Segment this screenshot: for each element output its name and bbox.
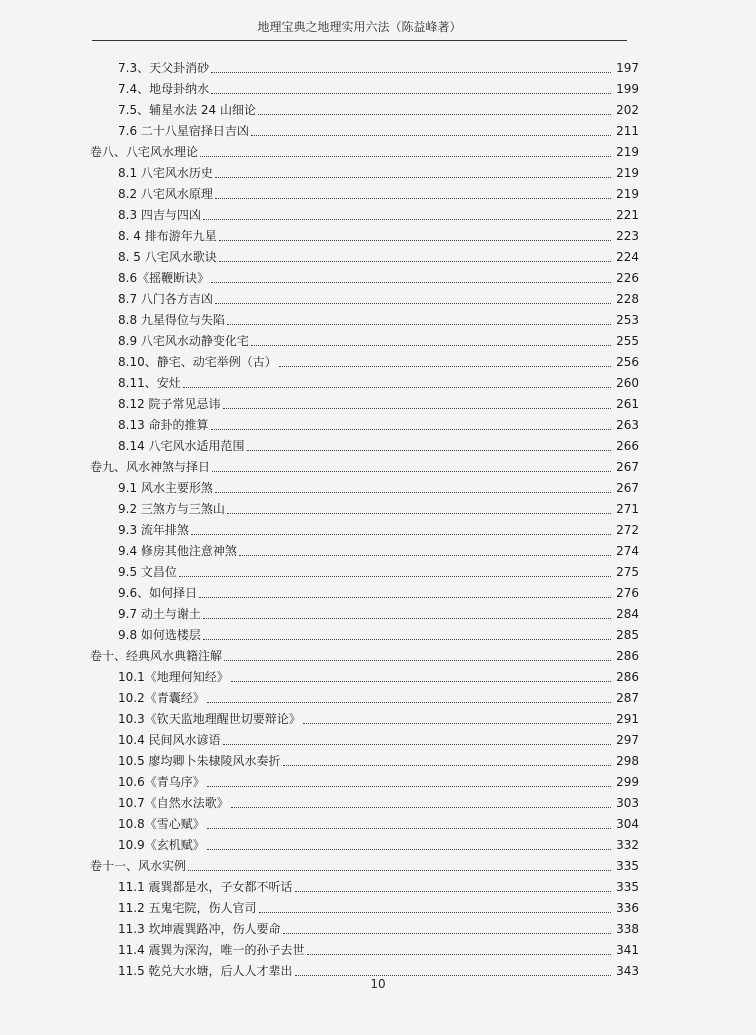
toc-entry-title: 8. 4 排布游年九星: [118, 229, 217, 243]
dot-leader: [295, 974, 611, 976]
dot-leader: [295, 890, 611, 892]
toc-entry-page: 221: [616, 208, 639, 222]
dot-leader: [251, 134, 611, 136]
dot-leader: [200, 155, 611, 157]
toc-entry-title: 11.4 震巽为深沟，唯一的孙子去世: [118, 943, 305, 957]
toc-entry[interactable]: [118, 940, 639, 960]
toc-entry[interactable]: [118, 205, 639, 225]
toc-entry-title: 10.8《雪心赋》: [118, 817, 205, 831]
toc-entry-title: 9.7 动土与谢土: [118, 607, 201, 621]
toc-entry[interactable]: [118, 121, 639, 141]
toc-entry-page: 335: [616, 880, 639, 894]
toc-entry-page: 335: [616, 859, 639, 873]
toc-entry[interactable]: [118, 688, 639, 708]
toc-entry-page: 256: [616, 355, 639, 369]
toc-entry-title: 8.2 八宅风水原理: [118, 187, 213, 201]
toc-entry[interactable]: [118, 58, 639, 78]
dot-leader: [199, 596, 611, 598]
dot-leader: [203, 617, 611, 619]
toc-chapter[interactable]: [90, 856, 639, 876]
toc-entry[interactable]: [118, 541, 639, 561]
toc-entry-page: 219: [616, 145, 639, 159]
toc-entry-page: 253: [616, 313, 639, 327]
dot-leader: [247, 449, 611, 451]
toc-entry-title: 7.5、辅星水法 24 山细论: [118, 103, 256, 117]
toc-entry-title: 10.4 民间风水谚语: [118, 733, 221, 747]
toc-entry-page: 341: [616, 943, 639, 957]
toc-entry-page: 303: [616, 796, 639, 810]
toc-chapter-title: 卷九、风水神煞与择日: [90, 460, 211, 474]
toc-entry-page: 271: [616, 502, 639, 516]
running-header: 地理宝典之地理实用六法（陈益峰著）: [92, 14, 627, 41]
toc-entry-page: 219: [616, 166, 639, 180]
toc-entry[interactable]: [118, 163, 639, 183]
toc-entry-page: 336: [616, 901, 639, 915]
toc-entry-title: 11.3 坎坤震巽路冲，伤人要命: [118, 922, 281, 936]
toc-entry[interactable]: [118, 352, 639, 372]
dot-leader: [279, 365, 611, 367]
toc-entry-title: 9.1 风水主要形煞: [118, 481, 213, 495]
dot-leader: [211, 428, 611, 430]
dot-leader: [231, 680, 611, 682]
dot-leader: [223, 407, 611, 409]
toc-entry-title: 8.10、静宅、动宅举例（古）: [118, 355, 277, 369]
toc-entry-title: 9.4 修房其他注意神煞: [118, 544, 237, 558]
toc-entry[interactable]: [118, 226, 639, 246]
dot-leader: [251, 344, 611, 346]
dot-leader: [207, 701, 611, 703]
dot-leader: [203, 638, 611, 640]
dot-leader: [219, 260, 611, 262]
toc-entry-title: 10.2《青囊经》: [118, 691, 205, 705]
toc-entry-page: 255: [616, 334, 639, 348]
dot-leader: [307, 953, 611, 955]
dot-leader: [207, 785, 611, 787]
toc-entry-title: 7.6 二十八星宿择日吉凶: [118, 124, 249, 138]
toc-entry[interactable]: [118, 709, 639, 729]
dot-leader: [183, 386, 611, 388]
toc-entry-page: 261: [616, 397, 639, 411]
toc-entry-page: 297: [616, 733, 639, 747]
toc-entry-page: 284: [616, 607, 639, 621]
toc-entry-title: 8.1 八宅风水历史: [118, 166, 213, 180]
toc-entry-title: 8.11、安灶: [118, 376, 181, 390]
toc-entry-page: 276: [616, 586, 639, 600]
toc-entry-page: 343: [616, 964, 639, 978]
toc-entry-title: 8. 5 八宅风水歌诀: [118, 250, 217, 264]
toc-entry[interactable]: [118, 289, 639, 309]
toc-entry-title: 8.8 九星得位与失陷: [118, 313, 225, 327]
toc-entry[interactable]: [118, 814, 639, 834]
dot-leader: [215, 491, 611, 493]
toc-chapter-title: 卷十、经典风水典籍注解: [90, 649, 223, 663]
toc-entry-title: 11.5 乾兑大水塘，后人人才辈出: [118, 964, 293, 978]
dot-leader: [219, 239, 611, 241]
dot-leader: [215, 302, 611, 304]
toc-entry[interactable]: [118, 79, 639, 99]
dot-leader: [239, 554, 611, 556]
toc-entry-title: 7.4、地母卦纳水: [118, 82, 210, 96]
toc-entry[interactable]: [118, 247, 639, 267]
toc-entry[interactable]: [118, 373, 639, 393]
toc-entry[interactable]: [118, 394, 639, 414]
toc-entry[interactable]: [118, 919, 639, 939]
toc-entry[interactable]: [118, 667, 639, 687]
toc-entry-title: 9.2 三煞方与三煞山: [118, 502, 225, 516]
toc-entry-title: 10.6《青乌序》: [118, 775, 205, 789]
toc-entry[interactable]: [118, 877, 639, 897]
toc-entry[interactable]: [118, 772, 639, 792]
toc-entry[interactable]: [118, 499, 639, 519]
toc-entry-page: 228: [616, 292, 639, 306]
dot-leader: [211, 281, 611, 283]
toc-entry-title: 8.14 八宅风水适用范围: [118, 439, 245, 453]
toc-entry-title: 8.9 八宅风水动静变化宅: [118, 334, 249, 348]
toc-entry-page: 274: [616, 544, 639, 558]
toc-entry[interactable]: [118, 331, 639, 351]
dot-leader: [207, 827, 611, 829]
toc-entry-title: 8.6《摇鞭断诀》: [118, 271, 210, 285]
toc-entry-page: 287: [616, 691, 639, 705]
toc-entry-page: 226: [616, 271, 639, 285]
toc-entry-title: 8.3 四吉与四凶: [118, 208, 201, 222]
dot-leader: [207, 848, 611, 850]
toc-entry-title: 10.9《玄机赋》: [118, 838, 205, 852]
toc-entry-page: 286: [616, 670, 639, 684]
toc-entry[interactable]: [118, 478, 639, 498]
toc-entry-page: 197: [616, 61, 639, 75]
toc-entry-page: 299: [616, 775, 639, 789]
toc-entry-page: 272: [616, 523, 639, 537]
toc-entry-title: 8.7 八门各方吉凶: [118, 292, 213, 306]
toc-chapter[interactable]: [90, 646, 639, 666]
toc-entry-page: 199: [616, 82, 639, 96]
toc-entry[interactable]: [118, 562, 639, 582]
toc-entry-title: 7.3、天父卦消砂: [118, 61, 210, 75]
dot-leader: [283, 764, 611, 766]
toc-entry[interactable]: [118, 898, 639, 918]
toc-chapter-title: 卷十一、风水实例: [90, 859, 187, 873]
dot-leader: [259, 911, 611, 913]
dot-leader: [258, 113, 611, 115]
dot-leader: [227, 512, 611, 514]
toc-entry[interactable]: [118, 604, 639, 624]
dot-leader: [191, 533, 611, 535]
toc-entry-page: 223: [616, 229, 639, 243]
toc-entry-title: 8.13 命卦的推算: [118, 418, 209, 432]
toc-entry[interactable]: [118, 310, 639, 330]
toc-entry-page: 298: [616, 754, 639, 768]
toc-entry-page: 266: [616, 439, 639, 453]
toc-entry[interactable]: [118, 100, 639, 120]
toc-entry-page: 275: [616, 565, 639, 579]
toc-entry[interactable]: [118, 184, 639, 204]
dot-leader: [231, 806, 611, 808]
dot-leader: [188, 869, 611, 871]
toc-entry[interactable]: [118, 730, 639, 750]
toc-entry-title: 9.5 文昌位: [118, 565, 177, 579]
toc-entry-title: 10.3《钦天监地理醒世切要辩论》: [118, 712, 301, 726]
toc-entry-page: 263: [616, 418, 639, 432]
toc-chapter[interactable]: [90, 142, 639, 162]
toc-entry-page: 219: [616, 187, 639, 201]
toc-entry-title: 9.3 流年排煞: [118, 523, 189, 537]
toc-entry[interactable]: [118, 583, 639, 603]
toc-chapter[interactable]: [90, 457, 639, 477]
toc-entry-page: 286: [616, 649, 639, 663]
toc-entry-title: 9.6、如何择日: [118, 586, 198, 600]
toc-entry-page: 304: [616, 817, 639, 831]
dot-leader: [224, 659, 611, 661]
toc-entry-page: 332: [616, 838, 639, 852]
toc-chapter-title: 卷八、八宅风水理论: [90, 145, 199, 159]
dot-leader: [215, 176, 611, 178]
toc-entry-title: 11.2 五鬼宅院，伤人官司: [118, 901, 257, 915]
dot-leader: [212, 470, 611, 472]
toc-entry-page: 267: [616, 481, 639, 495]
toc-entry-page: 285: [616, 628, 639, 642]
toc-entry-page: 224: [616, 250, 639, 264]
dot-leader: [223, 743, 611, 745]
dot-leader: [179, 575, 611, 577]
toc-entry-title: 10.1《地理何知经》: [118, 670, 229, 684]
toc-entry[interactable]: [118, 625, 639, 645]
dot-leader: [215, 197, 611, 199]
dot-leader: [211, 92, 611, 94]
toc-entry-title: 11.1 震巽都是水，子女都不听话: [118, 880, 293, 894]
dot-leader: [283, 932, 611, 934]
toc-entry[interactable]: [118, 835, 639, 855]
toc-entry[interactable]: [118, 436, 639, 456]
toc-entry-page: 291: [616, 712, 639, 726]
toc-entry-title: 10.7《自然水法歌》: [118, 796, 229, 810]
dot-leader: [303, 722, 611, 724]
dot-leader: [211, 71, 611, 73]
dot-leader: [227, 323, 611, 325]
toc-entry[interactable]: [118, 268, 639, 288]
toc-entry-page: 338: [616, 922, 639, 936]
toc-entry-page: 202: [616, 103, 639, 117]
toc-entry-title: 10.5 廖均卿卜朱棣陵风水奏折: [118, 754, 281, 768]
toc-entry[interactable]: [118, 520, 639, 540]
toc-entry-page: 211: [616, 124, 639, 138]
toc-entry[interactable]: [118, 751, 639, 771]
page-number: 10: [370, 977, 386, 991]
toc-entry-title: 9.8 如何选楼层: [118, 628, 201, 642]
toc-entry[interactable]: [118, 415, 639, 435]
toc-entry-page: 260: [616, 376, 639, 390]
toc-entry[interactable]: [118, 793, 639, 813]
toc-entry-title: 8.12 院子常见忌讳: [118, 397, 221, 411]
toc-entry-page: 267: [616, 460, 639, 474]
dot-leader: [203, 218, 611, 220]
